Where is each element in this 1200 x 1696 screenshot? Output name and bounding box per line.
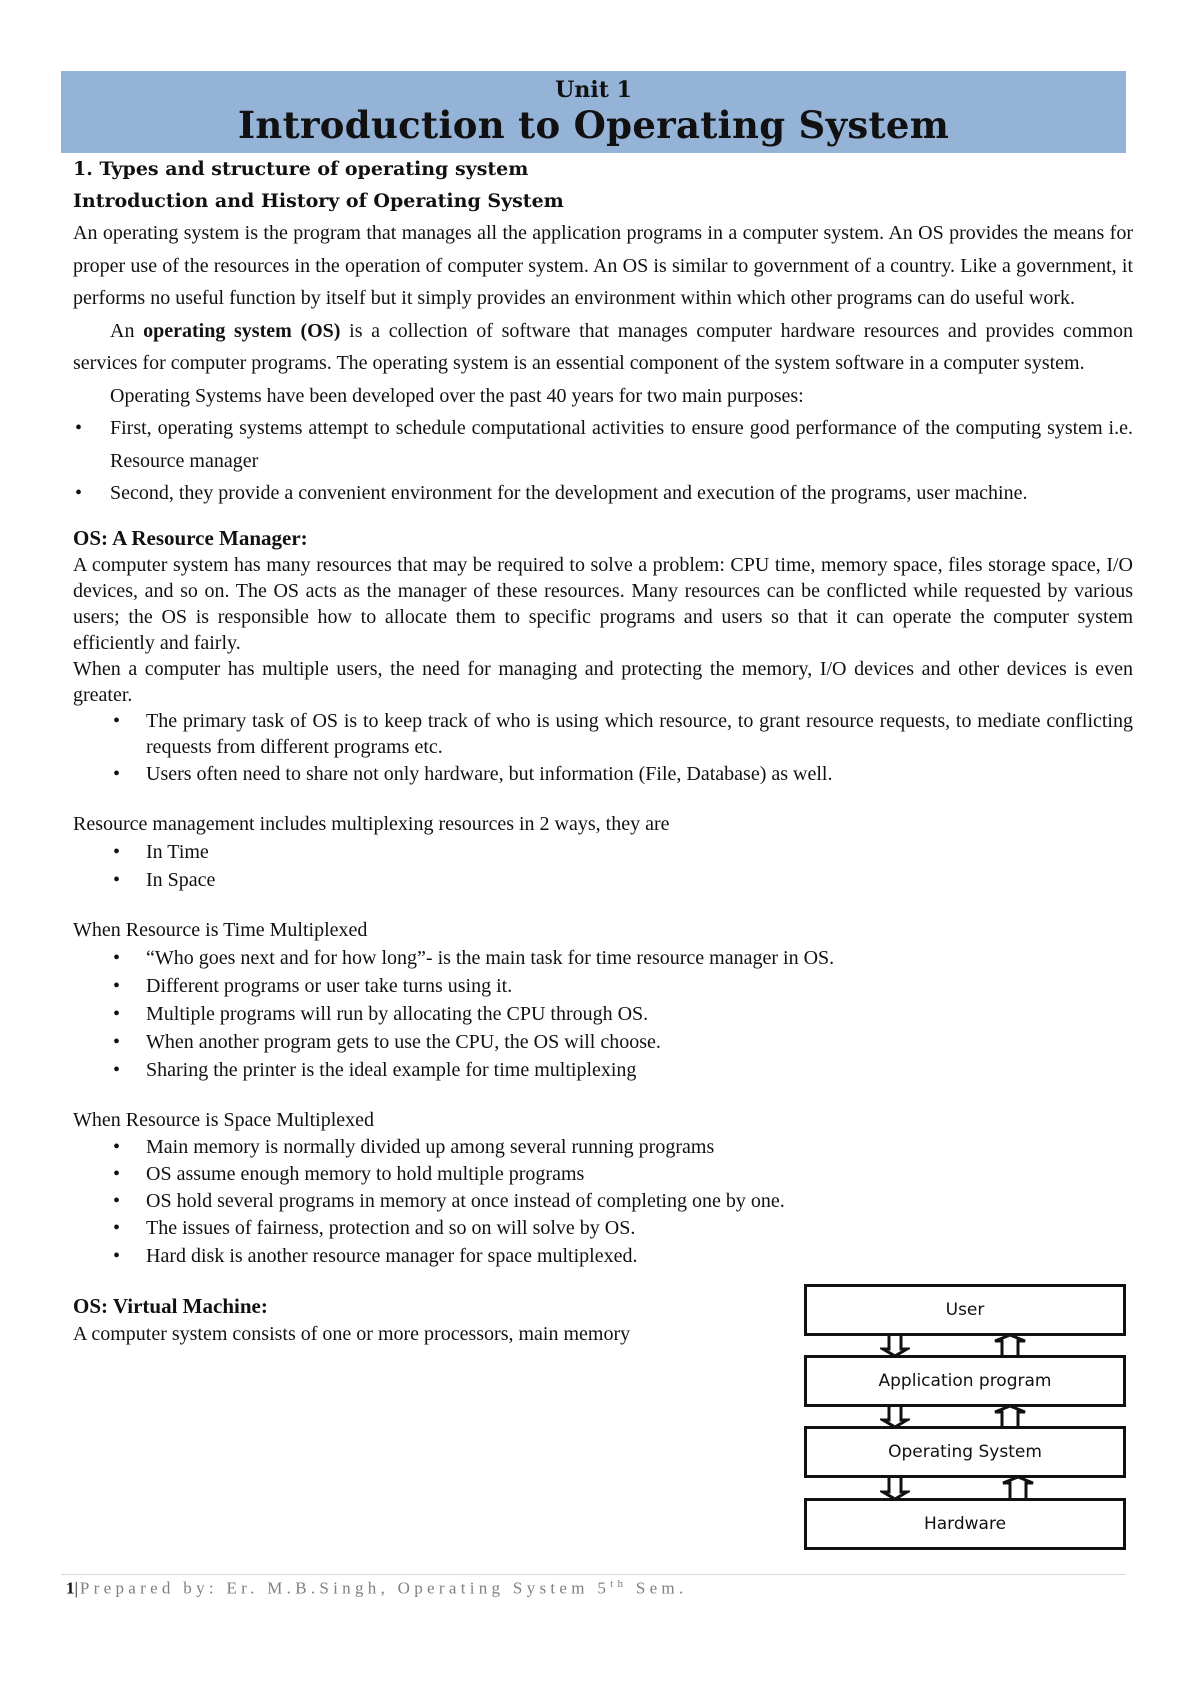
page-number: 1 (66, 1578, 75, 1598)
down-arrow-icon (880, 1477, 910, 1500)
up-arrow-icon (993, 1405, 1027, 1427)
list-item: • In Time (73, 838, 1133, 866)
time-multiplexed-list (73, 944, 1133, 1084)
layer-operating-system: Operating System (804, 1426, 1126, 1478)
virtual-machine-heading: OS: Virtual Machine: (73, 1293, 268, 1318)
list-item: • Hard disk is another resource manager for space multiplexed. (73, 1242, 793, 1270)
footer-separator: | (74, 1578, 78, 1598)
resource-manager-paragraph: A computer system has many resources that may be required to solve a problem: CPU time, memory space, files storage space, I/O devices, and so on. The OS acts as the manager of these resources. Many resources can be conflicted while requested by various users; the OS is responsible how to allocate them to specific programs and users so that it can operate the computer system efficiently and fairly. (73, 553, 1133, 654)
layer-user: User (804, 1284, 1126, 1336)
purposes-list (73, 412, 1133, 510)
section-subheading: Introduction and History of Operating System (73, 190, 564, 212)
footer-divider (61, 1574, 1126, 1575)
up-arrow-icon (993, 1334, 1027, 1356)
intro-paragraph: An operating system is the program that manages all the application programs in a computer system. An OS provides the means for proper use of the resources in the operation of computer system. An OS is similar to government of a country. Like a government, it performs no useful function by itself but it simply provides an environment within which other programs can do useful work. (73, 222, 1133, 309)
bold-term: operating system (OS) (143, 319, 341, 342)
resource-manager-heading: OS: A Resource Manager: (73, 525, 308, 550)
list-item: • Second, they provide a convenient environment for the development and execution of the programs, user machine. (73, 477, 1133, 510)
page-title: Introduction to Operating System (237, 103, 950, 147)
footer-superscript: th (610, 1578, 628, 1590)
footer-suffix: Sem. (627, 1578, 688, 1598)
list-item: • The issues of fairness, protection and so on will solve by OS. (73, 1214, 793, 1242)
list-item: • Different programs or user take turns using it. (73, 972, 1133, 1000)
page-footer (66, 1578, 688, 1599)
section-heading: 1. Types and structure of operating system (73, 158, 529, 180)
multiplexing-intro: Resource management includes multiplexing resources in 2 ways, they are (73, 812, 670, 835)
layer-hardware: Hardware (804, 1498, 1126, 1550)
resource-manager-list (73, 708, 1133, 788)
up-arrow-icon (1001, 1476, 1035, 1500)
list-item: • When another program gets to use the CPU, the OS will choose. (73, 1028, 1133, 1056)
virtual-machine-paragraph: A computer system consists of one or more processors, main memory (73, 1322, 631, 1345)
space-multiplexed-block (73, 1106, 793, 1348)
list-item: • The primary task of OS is to keep track of who is using which resource, to grant resource requests, to mediate conflicting requests from different programs etc. (73, 708, 1133, 760)
os-layers-diagram (804, 1284, 1126, 1550)
list-item: • Sharing the printer is the ideal example for time multiplexing (73, 1056, 1133, 1084)
layer-application-program: Application program (804, 1355, 1126, 1407)
purposes-intro: Operating Systems have been developed over the past 40 years for two main purposes: (110, 384, 804, 407)
list-item: • OS hold several programs in memory at once instead of completing one by one. (73, 1188, 793, 1214)
multiplexing-ways-list (73, 838, 1133, 894)
list-item: • In Space (73, 866, 1133, 894)
title-banner (61, 71, 1126, 153)
footer-text: Prepared by: Er. M.B.Singh, Operating System 5 (79, 1578, 611, 1598)
list-item: • “Who goes next and for how long”- is the main task for time resource manager in OS. (73, 944, 1133, 972)
time-multiplexed-heading: When Resource is Time Multiplexed (73, 918, 368, 941)
list-item: • OS assume enough memory to hold multiple programs (73, 1160, 793, 1188)
multi-user-paragraph: When a computer has multiple users, the need for managing and protecting the memory, I/O devices and other devices is even greater. (73, 657, 1133, 706)
list-item: • Main memory is normally divided up among several running programs (73, 1134, 793, 1160)
down-arrow-icon (880, 1406, 910, 1428)
list-item: • Multiple programs will run by allocating the CPU through OS. (73, 1000, 1133, 1028)
definition-paragraph: An operating system (OS) is a collection of software that manages computer hardware resources and provides common services for computer programs. The operating system is an essential component of the system software in a computer system. (73, 319, 1133, 374)
space-multiplexed-heading: When Resource is Space Multiplexed (73, 1108, 375, 1131)
space-multiplexed-list (73, 1134, 793, 1270)
down-arrow-icon (880, 1335, 910, 1357)
list-item: • First, operating systems attempt to schedule computational activities to ensure good performance of the computing system i.e. Resource manager (73, 412, 1133, 477)
list-item: • Users often need to share not only hardware, but information (File, Database) as well. (73, 760, 1133, 788)
main-content (73, 153, 1133, 1348)
unit-label: Unit 1 (555, 77, 632, 103)
